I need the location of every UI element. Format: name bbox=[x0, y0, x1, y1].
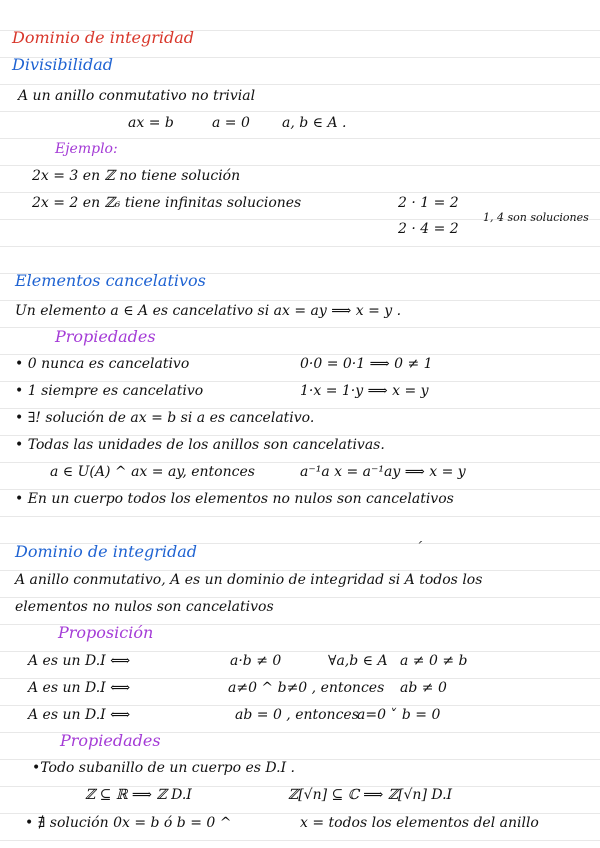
proposition-row-2: A es un D.I ⟺ bbox=[28, 680, 131, 696]
property-units: • Todas las unidades de los anillos son cancelativas. bbox=[15, 437, 385, 453]
section-heading-dominio: Dominio de integridad bbox=[15, 542, 198, 561]
cancelative-definition: Un elemento a ∈ A es cancelativo si ax = ay ⟹ x = y . bbox=[15, 303, 402, 319]
section-heading-cancelativos: Elementos cancelativos bbox=[15, 271, 206, 290]
equation-ab-in-A: a, b ∈ A . bbox=[282, 115, 347, 131]
divisibility-definition: A un anillo conmutativo no trivial bbox=[18, 88, 256, 104]
proposition-row-1-c: ∀a,b ∈ A bbox=[328, 653, 388, 669]
proposition-row-3-c: a=0 ˅ b = 0 bbox=[357, 707, 441, 723]
property-field: • En un cuerpo todos los elementos no nulos son cancelativos bbox=[15, 491, 454, 507]
property-integers: ℤ ⊆ ℝ ⟹ ℤ D.I bbox=[85, 787, 192, 803]
domain-definition-line-1: A anillo conmutativo, A es un dominio de integridad si A todos los bbox=[15, 572, 483, 588]
proposition-heading: Proposición bbox=[58, 623, 154, 642]
proposition-row-3: A es un D.I ⟺ bbox=[28, 707, 131, 723]
page-title: Dominio de integridad bbox=[12, 28, 195, 47]
property-units-premise: a ∈ U(A) ^ ax = ay, entonces bbox=[50, 464, 255, 480]
property-one-reason: 1·x = 1·y ⟹ x = y bbox=[300, 383, 429, 399]
example-heading: Ejemplo: bbox=[55, 141, 118, 157]
proposition-row-1-d: a ≠ 0 ≠ b bbox=[400, 653, 468, 669]
calc-2: 2 · 4 = 2 bbox=[398, 221, 459, 237]
equation-a-zero: a = 0 bbox=[212, 115, 250, 131]
proposition-row-2-c: ab ≠ 0 bbox=[400, 680, 447, 696]
proposition-row-1: A es un D.I ⟺ bbox=[28, 653, 131, 669]
property-zero-reason: 0·0 = 0·1 ⟹ 0 ≠ 1 bbox=[300, 356, 433, 372]
solutions-note: 1, 4 son soluciones bbox=[483, 211, 589, 224]
domain-definition-line-2: elementos no nulos son cancelativos bbox=[15, 599, 274, 615]
property-units-proof: a⁻¹a x = a⁻¹ay ⟹ x = y bbox=[300, 464, 466, 480]
tick-mark: ´ bbox=[415, 540, 422, 556]
property-unique-solution: • ∃! solución de ax = b si a es cancelativo. bbox=[15, 410, 315, 426]
example-line-1: 2x = 3 en ℤ no tiene solución bbox=[32, 168, 241, 184]
property-no-solution: • ∄ solución 0x = b ó b = 0 ^ bbox=[25, 815, 232, 831]
equation-ax-b: ax = b bbox=[128, 115, 174, 131]
section-heading-divisibilidad: Divisibilidad bbox=[12, 55, 114, 74]
proposition-row-1-b: a·b ≠ 0 bbox=[230, 653, 282, 669]
property-gaussian: ℤ[√n] ⊆ ℂ ⟹ ℤ[√n] D.I bbox=[288, 787, 453, 803]
properties-heading: Propiedades bbox=[55, 327, 156, 346]
property-all-elements: x = todos los elementos del anillo bbox=[300, 815, 539, 831]
example-line-2: 2x = 2 en ℤ₆ tiene infinitas soluciones bbox=[32, 195, 302, 211]
proposition-row-3-b: ab = 0 , entonces bbox=[235, 707, 359, 723]
property-subring: •Todo subanillo de un cuerpo es D.I . bbox=[32, 760, 295, 776]
property-one: • 1 siempre es cancelativo bbox=[15, 383, 204, 399]
properties-heading-2: Propiedades bbox=[60, 731, 161, 750]
proposition-row-2-b: a≠0 ^ b≠0 , entonces bbox=[228, 680, 385, 696]
calc-1: 2 · 1 = 2 bbox=[398, 195, 459, 211]
property-zero: • 0 nunca es cancelativo bbox=[15, 356, 190, 372]
